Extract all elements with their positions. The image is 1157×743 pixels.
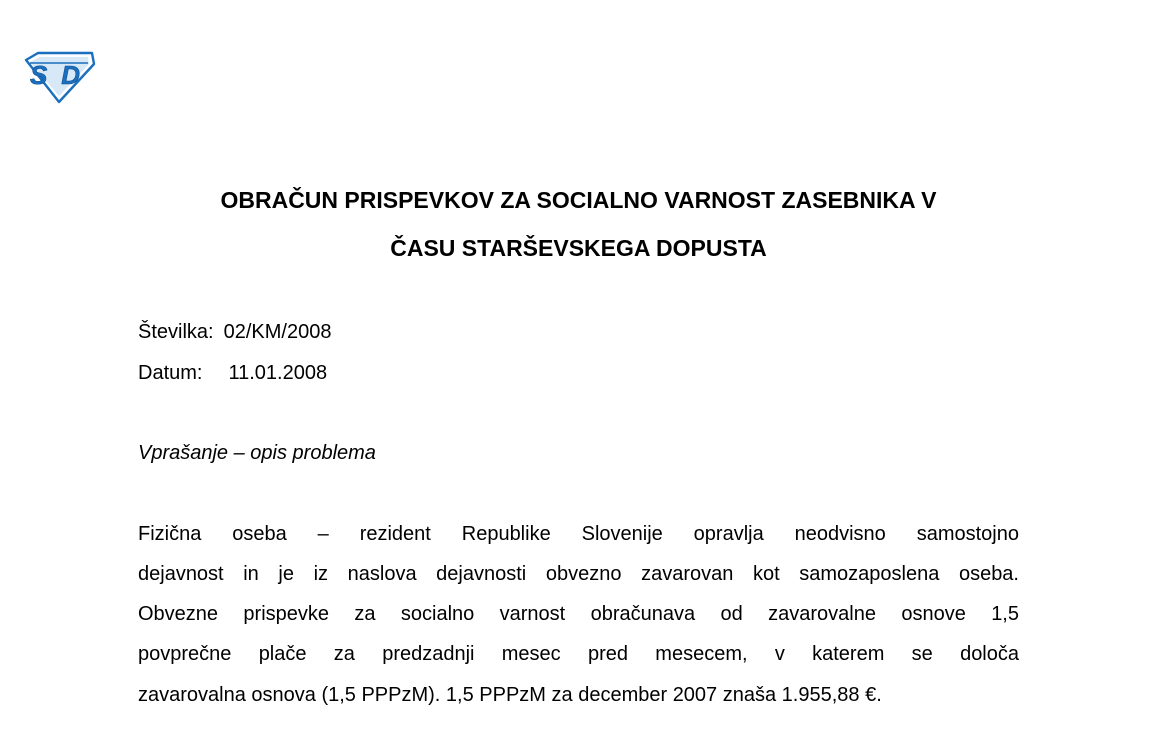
paragraph-line: povprečne plače za predzadnji mesec pred mesecem, v katerem se določa — [138, 643, 1019, 665]
number-label: Številka: — [138, 321, 214, 343]
number-row — [138, 320, 331, 344]
paragraph-line: Obvezne prispevke za socialno varnost obračunava od zavarovalne osnove 1,5 — [138, 603, 1019, 625]
paragraph-line: Fizična oseba – rezident Republike Slovenije opravlja neodvisno samostojno — [138, 523, 1019, 545]
sd-logo — [22, 50, 96, 104]
date-label: Datum: — [138, 362, 203, 384]
date-value: 11.01.2008 — [228, 362, 328, 384]
question-heading: Vprašanje – opis problema — [138, 442, 376, 464]
document-title-line-2: ČASU STARŠEVSKEGA DOPUSTA — [390, 235, 767, 261]
sd-logo-letters: SD — [30, 60, 80, 90]
paragraph-line: dejavnost in je iz naslova dejavnosti obvezno zavarovan kot samozaposlena oseba. — [138, 563, 1019, 585]
paragraph-line: zavarovalna osnova (1,5 PPPzM). 1,5 PPPzM za december 2007 znaša 1.955,88 €. — [138, 684, 882, 706]
number-value: 02/KM/2008 — [223, 321, 332, 343]
date-row — [138, 361, 327, 385]
document-title-line-1: OBRAČUN PRISPEVKOV ZA SOCIALNO VARNOST ZASEBNIKA V — [220, 187, 937, 213]
